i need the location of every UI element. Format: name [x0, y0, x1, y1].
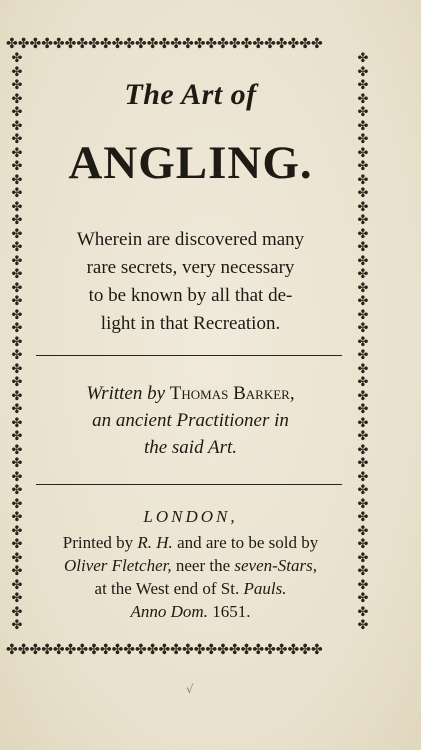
- sign: seven-Stars,: [234, 556, 318, 575]
- imprint-line-2: [28, 554, 353, 577]
- subtitle: [28, 226, 353, 338]
- written-by: Written by: [86, 383, 166, 404]
- subtitle-line-3: to be known by all that de-: [88, 285, 293, 306]
- anno-dom: Anno Dom.: [130, 602, 208, 621]
- subtitle-line-4: light in that Recreation.: [100, 313, 281, 334]
- author-line-3: the said Art.: [143, 437, 238, 458]
- title-line-2: ANGLING.: [68, 137, 313, 189]
- pauls: Pauls.: [243, 579, 287, 598]
- imprint-line-4: [28, 600, 353, 623]
- imprint-line-3: [28, 577, 353, 600]
- subtitle-line-1: Wherein are discovered many: [76, 229, 305, 250]
- title-line-1: The Art of: [124, 78, 257, 111]
- year: 1651.: [212, 602, 251, 621]
- author-block: [28, 380, 353, 461]
- printed-by: Printed by: [62, 533, 134, 552]
- pencil-mark: √: [186, 682, 194, 696]
- author-line-2: an ancient Practitioner in: [92, 410, 289, 431]
- bottom-fleuron-border-icon: ✤✤✤✤✤✤✤✤✤✤✤✤✤✤✤✤✤✤✤✤✤✤✤✤✤✤✤: [6, 642, 323, 658]
- printer: R. H.: [137, 533, 173, 552]
- right-fleuron-border-icon: ✤✤✤✤✤✤✤✤✤✤✤✤✤✤✤✤✤✤✤✤✤✤✤✤✤✤✤✤✤✤✤✤✤✤✤✤✤✤✤✤✤✤✤: [357, 52, 369, 633]
- subtitle-line-2: rare secrets, very necessary: [86, 257, 295, 278]
- left-fleuron-border-icon: ✤✤✤✤✤✤✤✤✤✤✤✤✤✤✤✤✤✤✤✤✤✤✤✤✤✤✤✤✤✤✤✤✤✤✤✤✤✤✤✤✤✤✤: [11, 52, 23, 633]
- neer: neer the: [175, 556, 231, 575]
- sold-by: and are to be sold by: [177, 533, 319, 552]
- divider-rule-1: [36, 355, 342, 356]
- divider-rule-2: [36, 484, 342, 485]
- top-fleuron-border-icon: ✤✤✤✤✤✤✤✤✤✤✤✤✤✤✤✤✤✤✤✤✤✤✤✤✤✤✤: [6, 36, 323, 52]
- seller: Oliver Fletcher,: [63, 556, 172, 575]
- location: at the West end of St.: [94, 579, 240, 598]
- imprint-line-1: [28, 531, 353, 554]
- imprint-city: LONDON,: [143, 507, 238, 526]
- imprint-block: [28, 505, 353, 623]
- author-name: Thomas Barker,: [169, 383, 295, 404]
- author-line-1: [28, 380, 353, 407]
